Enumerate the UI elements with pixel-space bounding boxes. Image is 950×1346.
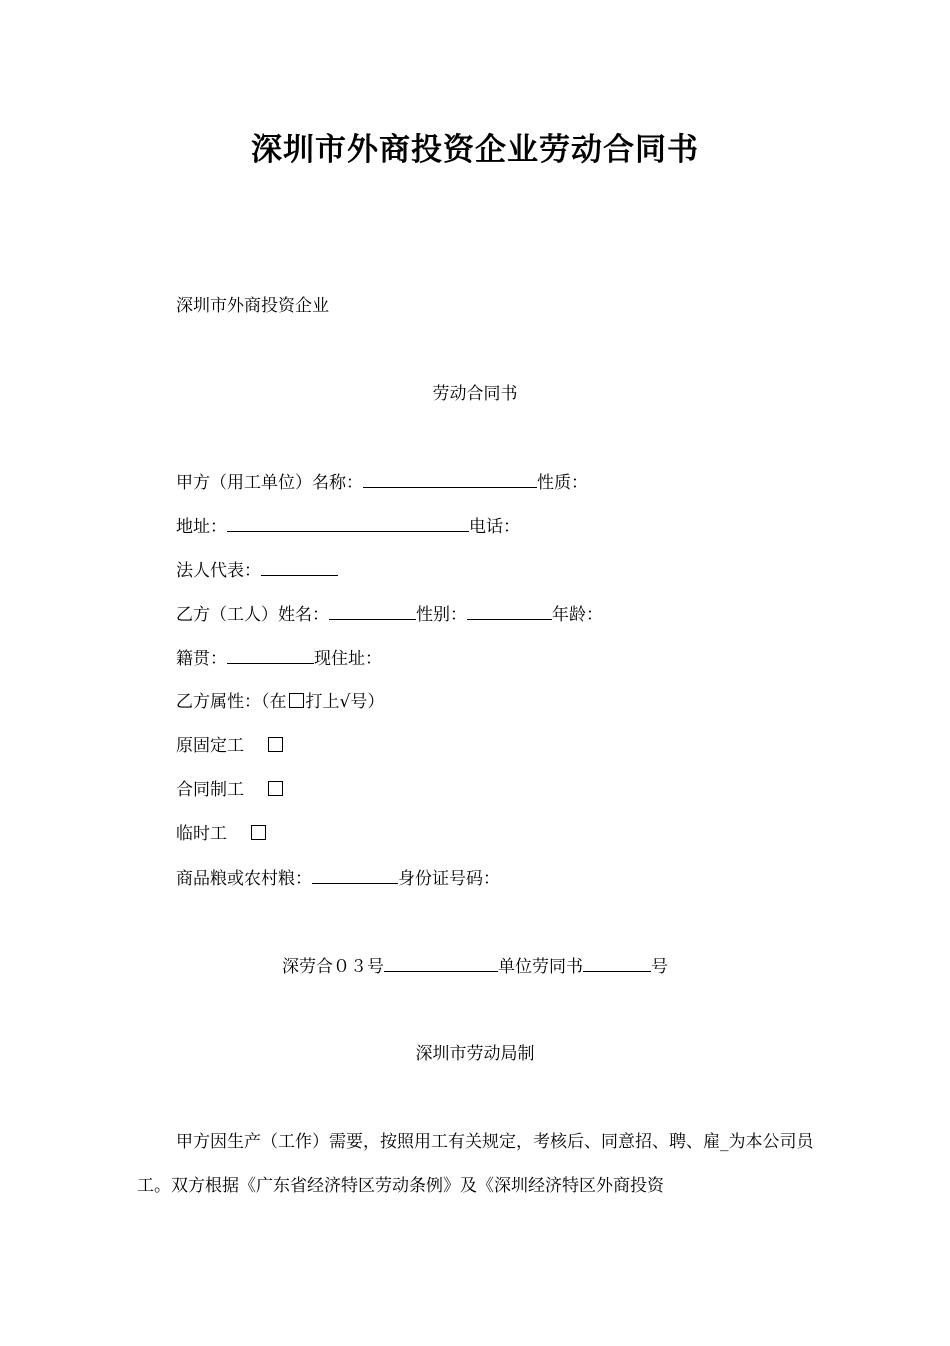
party-b-name-label: 乙方（工人）姓名： xyxy=(176,605,329,625)
id-number-label: 身份证号码： xyxy=(398,869,500,889)
address-blank[interactable] xyxy=(227,514,469,532)
age-label: 年龄： xyxy=(552,605,603,625)
grain-label: 商品粮或农村粮： xyxy=(176,869,312,889)
option-contract-row xyxy=(176,778,283,802)
checkbox-icon xyxy=(289,693,304,708)
address-label: 地址： xyxy=(176,517,227,537)
option-permanent-label: 原固定工 xyxy=(176,736,244,756)
native-place-row xyxy=(176,646,382,671)
issuer-line: 深圳市劳动局制 xyxy=(415,1044,535,1064)
grain-row xyxy=(176,866,500,891)
contract-number-row xyxy=(0,954,950,979)
subtitle: 劳动合同书 xyxy=(432,384,518,404)
party-a-row xyxy=(176,470,588,495)
gender-label: 性别： xyxy=(416,605,467,625)
party-a-name-blank[interactable] xyxy=(363,470,537,488)
phone-label: 电话： xyxy=(469,517,520,537)
unit-number-blank[interactable] xyxy=(583,954,651,972)
native-place-blank[interactable] xyxy=(227,646,314,664)
grain-blank[interactable] xyxy=(312,866,398,884)
legal-rep-row xyxy=(176,558,338,583)
option-permanent-row xyxy=(176,734,283,758)
legal-rep-label: 法人代表： xyxy=(176,561,261,581)
residence-label: 现住址： xyxy=(314,649,382,669)
body-paragraph: 甲方因生产（工作）需要，按照用工有关规定，考核后、同意招、聘、雇_为本公司员工。双方根据《广东省经济特区劳动条例》及《深圳经济特区外商投资 xyxy=(137,1132,814,1196)
party-b-name-blank[interactable] xyxy=(329,602,416,620)
gender-blank[interactable] xyxy=(467,602,552,620)
page-title: 深圳市外商投资企业劳动合同书 xyxy=(251,132,699,168)
attribute-row xyxy=(176,690,384,714)
option-contract-label: 合同制工 xyxy=(176,780,244,800)
contract-number-prefix: 深劳合０３号 xyxy=(282,957,384,977)
option-permanent-checkbox[interactable] xyxy=(268,737,283,752)
header-line: 深圳市外商投资企业 xyxy=(176,296,329,316)
party-b-row xyxy=(176,602,603,627)
nature-label: 性质： xyxy=(537,473,588,493)
legal-rep-blank[interactable] xyxy=(261,558,338,576)
address-row xyxy=(176,514,520,539)
option-contract-checkbox[interactable] xyxy=(268,781,283,796)
contract-number-middle: 单位劳同书 xyxy=(498,957,583,977)
contract-number-suffix: 号 xyxy=(651,957,668,977)
native-place-label: 籍贯： xyxy=(176,649,227,669)
option-temporary-checkbox[interactable] xyxy=(251,825,266,840)
attribute-label-suffix: 打上√号） xyxy=(305,692,385,712)
attribute-label-prefix: 乙方属性：（在 xyxy=(176,692,287,712)
option-temporary-row xyxy=(176,822,266,846)
contract-number-blank[interactable] xyxy=(384,954,498,972)
party-a-name-label: 甲方（用工单位）名称： xyxy=(176,473,363,493)
option-temporary-label: 临时工 xyxy=(176,824,227,844)
